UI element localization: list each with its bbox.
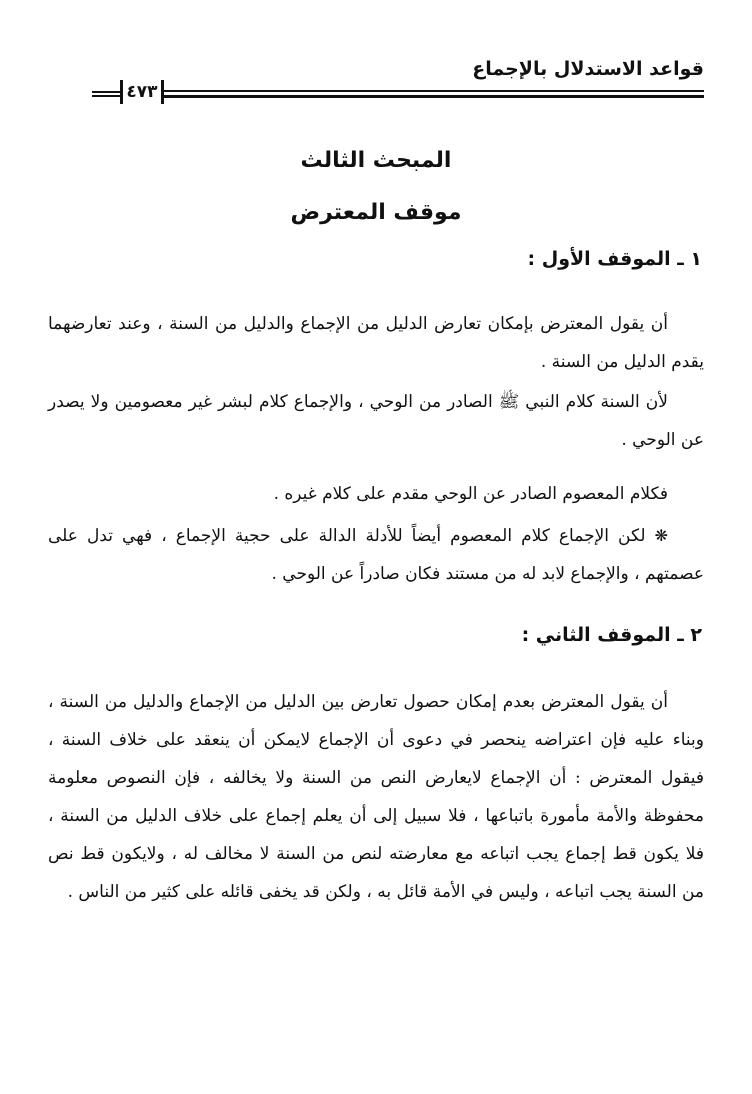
- paragraph: [48, 475, 704, 513]
- bullet-icon: ❋: [654, 526, 668, 545]
- paragraph-text: لأن السنة كلام النبي ﷺ الصادر من الوحي ، والإجماع كلام لبشر غير معصومين ولا يصدر عن الوحي .: [48, 392, 704, 450]
- paragraph-text: أن يقول المعترض بإمكان تعارض الدليل من الإجماع والدليل من السنة ، وعند تعارضهما يقدم الدليل من السنة .: [48, 314, 704, 372]
- page-header: [92, 56, 704, 106]
- paragraph: [48, 305, 704, 381]
- paragraph-text: فكلام المعصوم الصادر عن الوحي مقدم على كلام غيره .: [273, 484, 668, 504]
- header-rule-left: [92, 91, 120, 97]
- chapter-heading: المبحث الثالث: [300, 148, 452, 173]
- section-heading-first: ١ ـ الموقف الأول :: [527, 248, 702, 270]
- chapter-title: موقف المعترض: [290, 200, 462, 225]
- page-number: ٤٧٣: [120, 80, 164, 104]
- header-rule: [92, 82, 704, 102]
- running-title: قواعد الاستدلال بالإجماع: [472, 58, 704, 80]
- paragraph-text: لكن الإجماع كلام المعصوم أيضاً للأدلة الدالة على حجية الإجماع ، فهي تدل على عصمتهم ، والإجماع لابد له من مستند فكان صادراً عن الوحي .: [48, 526, 704, 584]
- header-rule-right: [164, 90, 704, 98]
- section-heading-second: ٢ ـ الموقف الثاني :: [521, 624, 702, 646]
- paragraph: [48, 517, 704, 593]
- paragraph: [48, 683, 704, 911]
- paragraph-text: أن يقول المعترض بعدم إمكان حصول تعارض بين الدليل من الإجماع والدليل من السنة ، وبناء عليه فإن اعتراضه ينحصر في دعوى أن الإجماع لايمكن أن ينعقد على خلاف السنة ، فيقول المعترض : أن الإجماع لايعارض النص من السنة ولا يخالفه ، فإن النصوص معلومة محفوظة والأمة مأمورة باتباعها ، فلا سبيل إلى أن يعلم إجماع على خلاف الدليل من السنة ، فلا يكون قط إجماع يجب اتباعه مع معارضته لنص من السنة لا مخالف له ، ولايكون قط نص من السنة يجب اتباعه ، وليس في الأمة قائل به ، ولكن قد يخفى قائله على كثير من الناس .: [48, 692, 704, 902]
- paragraph: [48, 383, 704, 459]
